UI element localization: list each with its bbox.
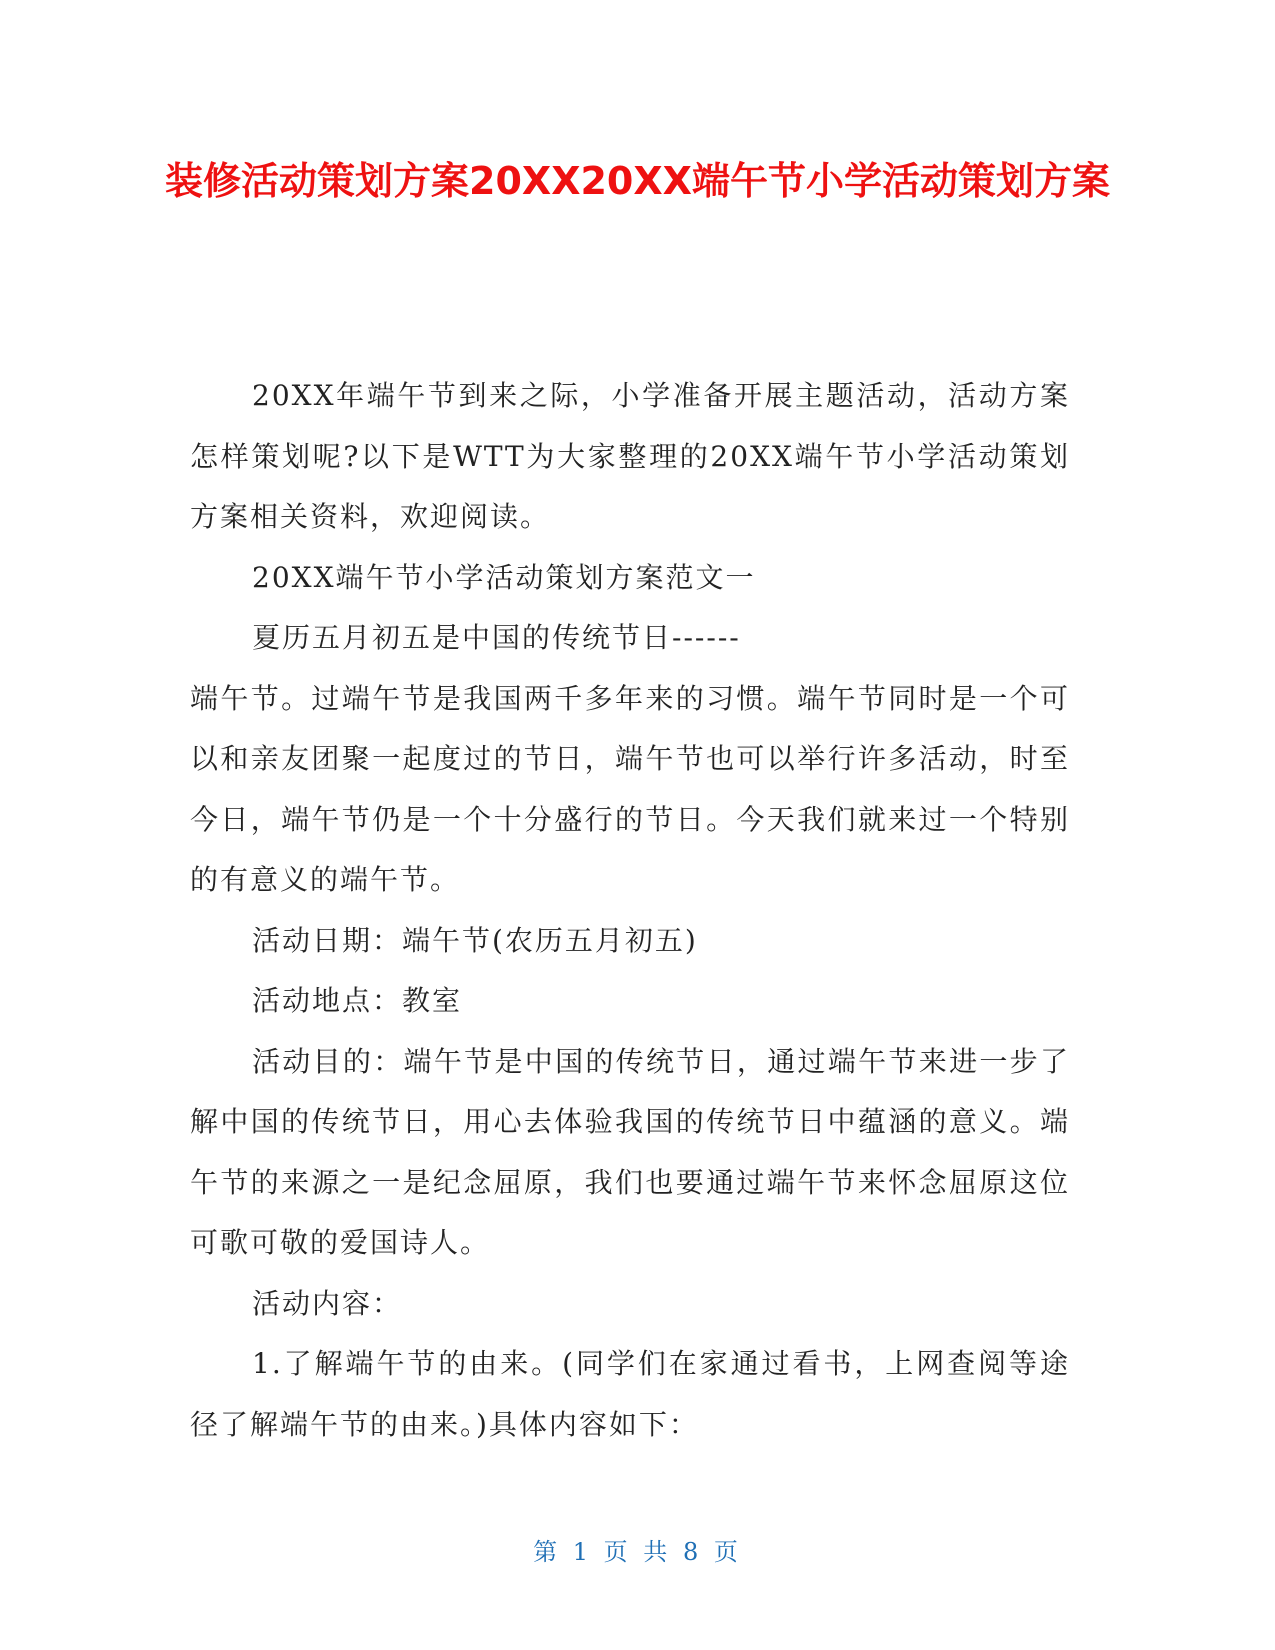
document-title: 装修活动策划方案20XX20XX端午节小学活动策划方案 bbox=[165, 159, 1110, 203]
paragraph-festival-description: 端午节。过端午节是我国两千多年来的习惯。端午节同时是一个可以和亲友团聚一起度过的节日，端午节也可以举行许多活动，时至今日，端午节仍是一个十分盛行的节日。今天我们就来过一个特别的有意义的端午节。 bbox=[190, 681, 1070, 896]
paragraph-activity-date: 活动日期：端午节(农历五月初五) bbox=[252, 923, 698, 957]
paragraph-sample-heading: 20XX端午节小学活动策划方案范文一 bbox=[252, 560, 756, 594]
paragraph-intro: 20XX年端午节到来之际，小学准备开展主题活动，活动方案怎样策划呢?以下是WTT为大家整理的20XX端午节小学活动策划方案相关资料，欢迎阅读。 bbox=[190, 379, 1070, 533]
paragraph-activity-purpose: 活动目的：端午节是中国的传统节日，通过端午节来进一步了解中国的传统节日，用心去体验我国的传统节日中蕴涵的意义。端午节的来源之一是纪念屈原，我们也要通过端午节来怀念屈原这位可歌可敬的爱国诗人。 bbox=[190, 1044, 1070, 1259]
paragraph-festival-date: 夏历五月初五是中国的传统节日------ bbox=[252, 621, 741, 654]
paragraph-activity-location: 活动地点：教室 bbox=[252, 984, 463, 1017]
paragraph-activity-item-1: 1.了解端午节的由来。(同学们在家通过看书，上网查阅等途径了解端午节的由来。)具体内容如下： bbox=[190, 1347, 1070, 1441]
paragraph-activity-content-heading: 活动内容： bbox=[252, 1286, 403, 1320]
page-number-footer: 第 1 页 共 8 页 bbox=[533, 1538, 742, 1566]
document-body bbox=[190, 366, 1070, 1455]
